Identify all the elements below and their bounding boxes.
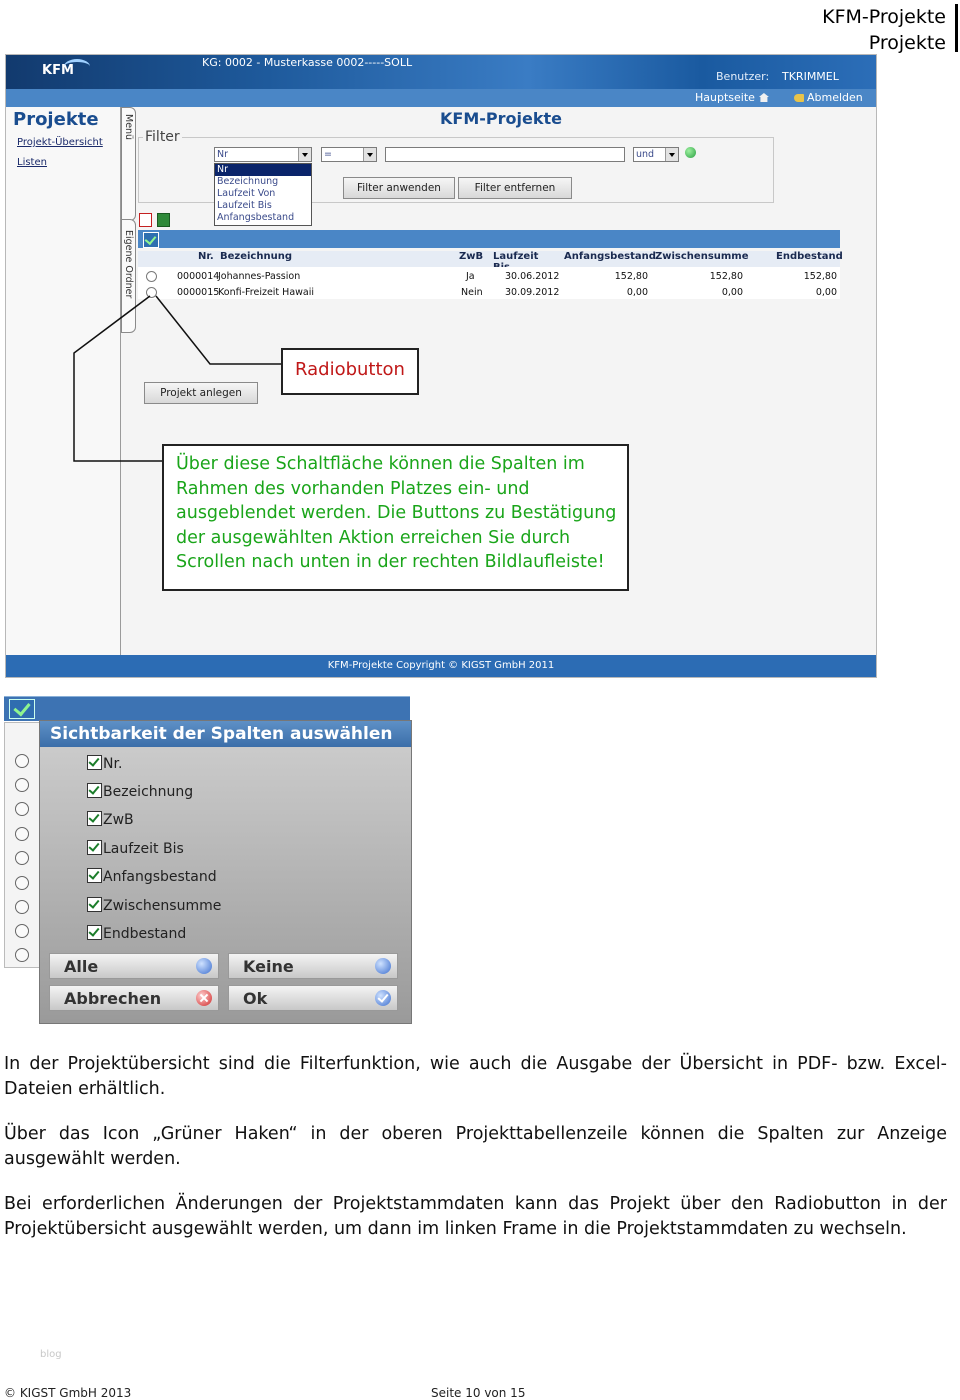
dialog-title: Sichtbarkeit der Spalten auswählen [40,721,411,747]
cell-bezeichnung: Johannes-Passion [218,271,301,282]
app-screenshot [5,54,877,678]
link-projekt-uebersicht[interactable]: Projekt-Übersicht [17,137,103,148]
checkbox-zwb[interactable] [87,811,102,826]
filter-apply-button[interactable]: Filter anwenden [343,177,455,199]
checkbox-bezeichnung[interactable] [87,783,102,798]
callout-columns-text: Über diese Schaltfläche können die Spalten im Rahmen des vorhanden Platzes ein- und ausgeblendet werden. Die Buttons zu Bestätigung der ausgewählten Aktion erreichen Sie durch Scrollen nach unten in der rechten Bildlaufleiste! [176,454,617,572]
column-visibility-dialog [4,696,412,1026]
tab-menu-label: Menü [123,114,134,141]
checkbox-label: ZwB [103,812,134,828]
cell-zwischensumme: 0,00 [721,287,743,298]
checkbox-endbestand[interactable] [87,925,102,940]
row-radio[interactable] [15,851,29,865]
row-radio[interactable] [15,924,29,938]
kg-title: KG: 0002 - Musterkasse 0002-----SOLL [202,56,413,69]
row-radio[interactable] [15,778,29,792]
dropdown-option[interactable]: Nr [215,164,311,176]
row-radio[interactable] [15,876,29,890]
page-title: KFM-Projekte [440,109,562,128]
dialog-panel [39,720,412,1024]
checkbox-label: Bezeichnung [103,784,194,800]
checkbox-label: Endbestand [103,926,187,942]
home-label: Hauptseite [695,91,755,104]
cell-laufzeit-bis: 30.09.2012 [505,287,560,298]
filter-logic-select[interactable]: und [633,147,679,162]
app-footer: KFM-Projekte Copyright © KIGST GmbH 2011 [6,655,876,677]
row-radio[interactable] [15,900,29,914]
kfm-logo: KFM [42,63,74,78]
checkbox-anfangsbestand[interactable] [87,868,102,883]
checkbox-label: Laufzeit Bis [103,841,184,857]
cell-zwb: Nein [461,287,483,298]
dropdown-option[interactable]: Laufzeit Bis [217,200,272,211]
footer-copyright: © KIGST GmbH 2013 [4,1386,132,1400]
cell-nr: 0000014 [177,271,220,282]
col-header-endbestand[interactable]: Endbestand [776,251,843,262]
cell-anfangsbestand: 152,80 [614,271,648,282]
cell-anfangsbestand: 0,00 [626,287,648,298]
cell-endbestand: 152,80 [803,271,837,282]
close-icon [196,990,212,1006]
cell-laufzeit-bis: 30.06.2012 [505,271,560,282]
callout-radiobutton: Radiobutton [281,348,419,395]
row-radio[interactable] [15,754,29,768]
checkbox-nr[interactable] [87,755,102,770]
filter-field-select[interactable]: Nr [214,147,312,162]
footer-page-number: Seite 10 von 15 [431,1386,526,1400]
filter-remove-button[interactable]: Filter entfernen [458,177,572,199]
cell-bezeichnung: Konfi-Freizeit Hawaii [218,287,315,298]
col-header-bezeichnung[interactable]: Bezeichnung [220,251,292,262]
blue-ball-icon [196,958,212,974]
header-rule [955,4,958,52]
cell-zwb: Ja [466,271,475,282]
row-radio[interactable] [15,948,29,962]
filter-label: Filter [145,129,180,145]
checkbox-zwischensumme[interactable] [87,897,102,912]
checkbox-label: Anfangsbestand [103,869,217,885]
link-listen[interactable]: Listen [17,157,47,168]
dropdown-option[interactable]: Laufzeit Von [217,188,276,199]
cell-endbestand: 0,00 [815,287,837,298]
paragraph: Bei erforderlichen Änderungen der Projektstammdaten kann das Projekt über den Radiobutton in der Projektübersicht ausgewählt werden, um dann im linken Frame in die Projektstammdaten zu wechseln. [4,1194,947,1239]
watermark: blog [40,1349,62,1360]
tab-eigene-ordner-label: Eigene Ordner [123,230,134,299]
col-header-zwb[interactable]: ZwB [459,251,484,262]
user-label: Benutzer: [716,70,770,83]
dropdown-option[interactable]: Bezeichnung [217,176,279,187]
row-radio[interactable] [15,802,29,816]
logout-label: Abmelden [807,91,863,104]
create-project-button[interactable]: Projekt anlegen [144,382,258,404]
cell-zwischensumme: 152,80 [709,271,743,282]
col-header-laufzeit-bis[interactable]: Laufzeit [493,251,539,262]
checkbox-label: Nr. [103,756,123,772]
select-none-button[interactable]: Keine [228,953,398,979]
doc-header-title: KFM-Projekte [822,6,946,28]
blue-ball-icon [375,958,391,974]
paragraph: In der Projektübersicht sind die Filterfunktion, wie auch die Ausgabe der Übersicht in PDF- bzw. Excel-Dateien erhältlich. [4,1054,947,1099]
user-value: TKRIMMEL [782,70,839,83]
dropdown-option[interactable]: Anfangsbestand [217,212,295,223]
cell-nr: 0000015 [177,287,220,298]
dialog-toolbar [4,696,410,721]
col-header-nr[interactable]: Nr. [198,251,214,262]
paragraph: Über das Icon „Grüner Haken“ in der oberen Projekttabellenzeile können die Spalten zur Anzeige ausgewählt werden. [4,1124,947,1169]
filter-operator-select[interactable]: = [321,147,377,162]
col-header-anfangsbestand[interactable]: Anfangsbestand [564,251,656,262]
check-icon [375,990,391,1006]
checkbox-label: Zwischensumme [103,898,222,914]
col-header-zwischensumme[interactable]: Zwischensumme [655,251,749,262]
select-all-button[interactable]: Alle [49,953,219,979]
green-check-icon[interactable] [9,699,35,719]
cancel-button[interactable]: Abbrechen [49,985,219,1011]
checkbox-laufzeit-bis[interactable] [87,840,102,855]
row-radio[interactable] [15,827,29,841]
ok-button[interactable]: Ok [228,985,398,1011]
left-frame-title: Projekte [13,109,99,130]
callout-columns [162,444,629,591]
doc-header-subtitle: Projekte [868,32,946,54]
